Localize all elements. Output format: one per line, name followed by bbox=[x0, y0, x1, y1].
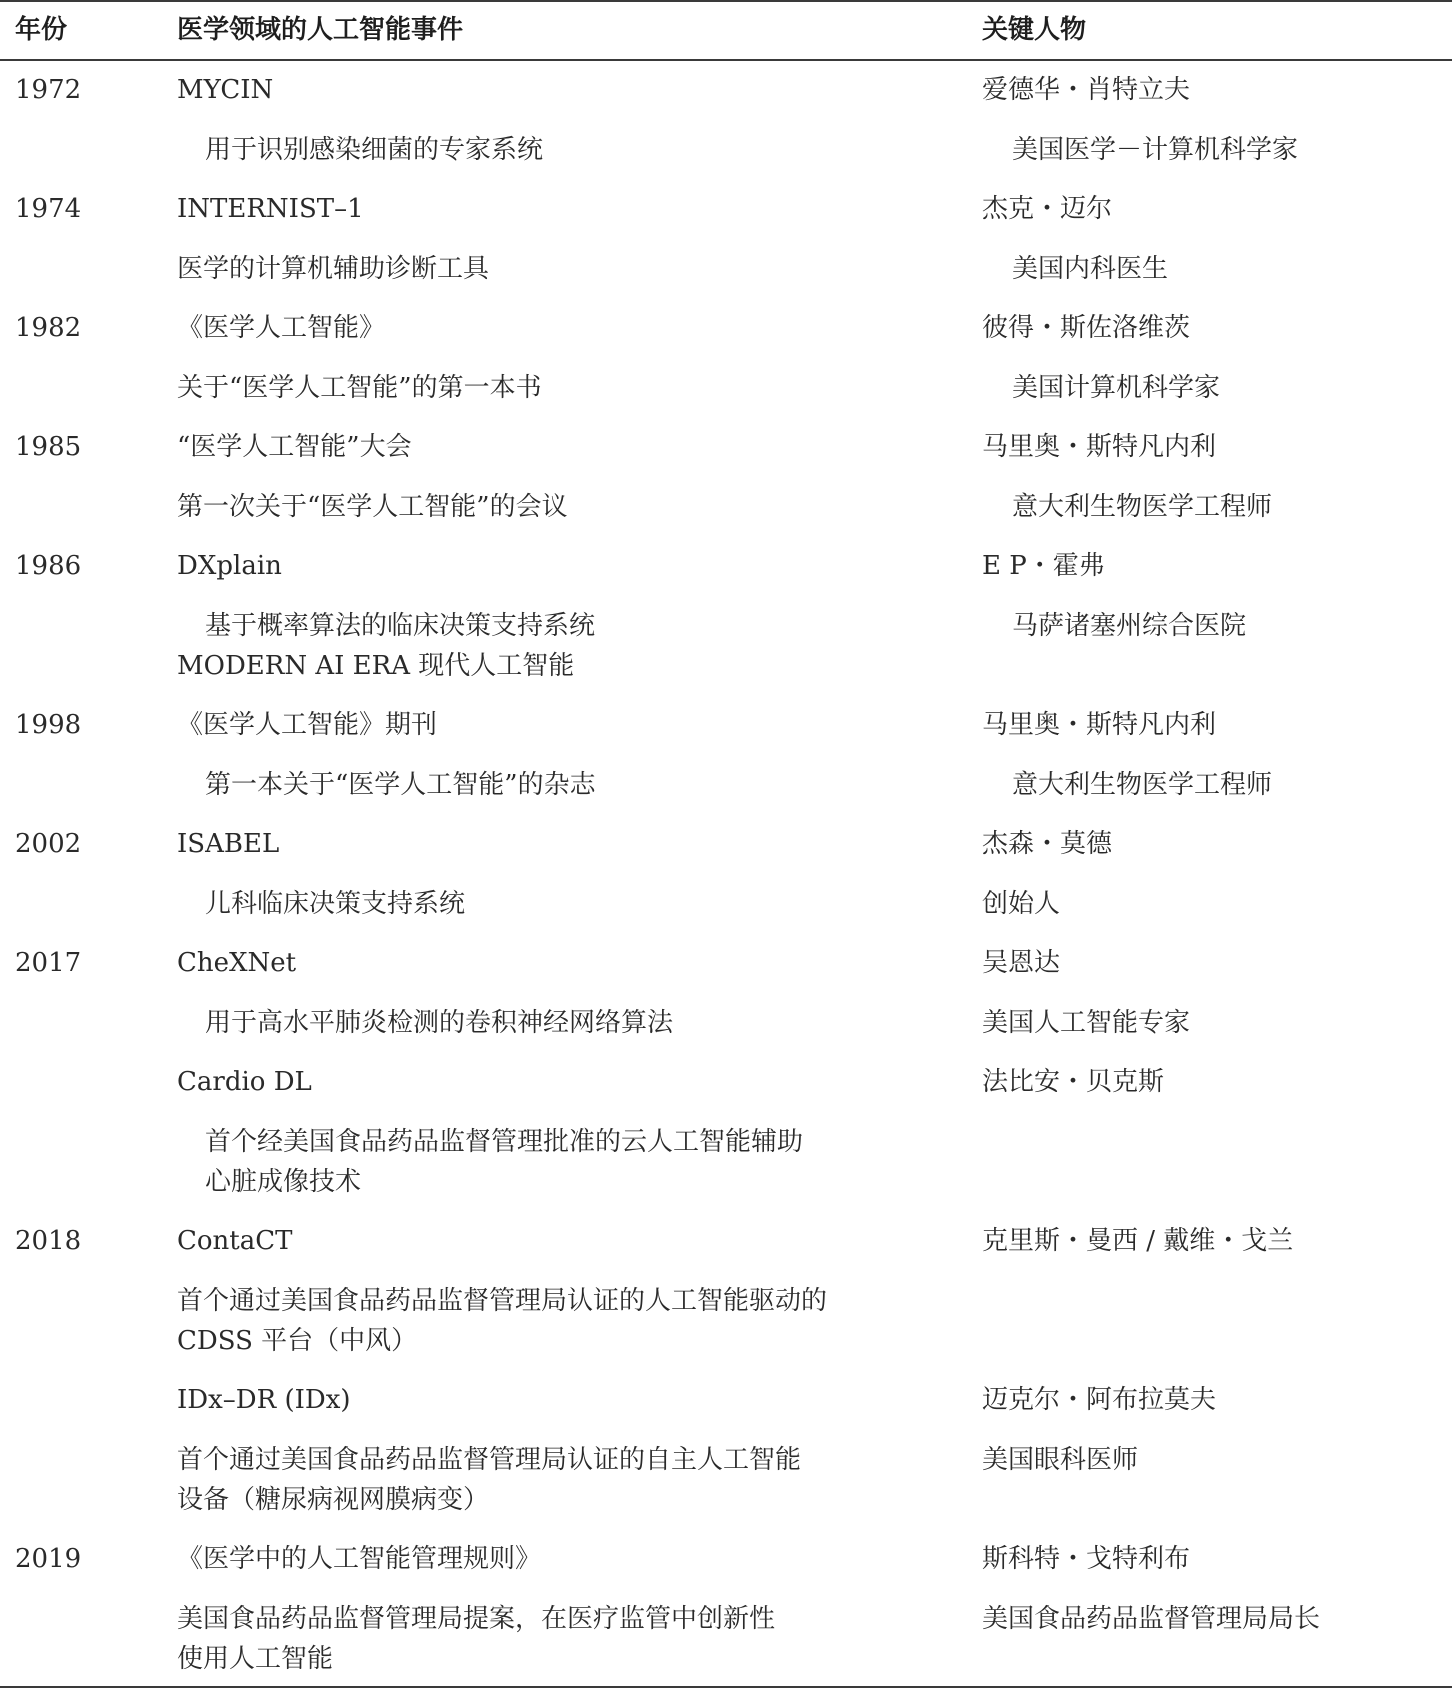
row-person: 斯科特・戈特利布 bbox=[982, 1544, 1191, 1574]
row-person-description: 美国医学－计算机科学家 bbox=[1012, 135, 1299, 165]
row-person: 爱德华・肖特立夫 bbox=[982, 75, 1191, 105]
table-bottom-rule bbox=[0, 1686, 1452, 1688]
row-event-description: 医学的计算机辅助诊断工具 bbox=[177, 254, 490, 284]
row-year: 1974 bbox=[15, 194, 82, 224]
row-person: 吴恩达 bbox=[982, 948, 1061, 978]
row-year: 1972 bbox=[15, 75, 82, 105]
row-event: 《医学人工智能》期刊 bbox=[177, 710, 438, 740]
row-event: ISABEL bbox=[177, 829, 280, 859]
row-event: Cardio DL bbox=[177, 1067, 312, 1097]
row-person-description: 美国食品药品监督管理局局长 bbox=[982, 1604, 1321, 1634]
row-event-description: 基于概率算法的临床决策支持系统 bbox=[205, 611, 596, 641]
row-person-description: 意大利生物医学工程师 bbox=[1012, 492, 1273, 522]
row-event-description: 设备（糖尿病视网膜病变） bbox=[177, 1485, 490, 1515]
row-person-description: 马萨诸塞州综合医院 bbox=[1012, 611, 1247, 641]
row-person: 法比安・贝克斯 bbox=[982, 1067, 1165, 1097]
row-year: 1982 bbox=[15, 313, 82, 343]
table-top-rule bbox=[0, 0, 1452, 2]
row-event-description: 美国食品药品监督管理局提案，在医疗监管中创新性 bbox=[177, 1604, 776, 1634]
row-event-description: 儿科临床决策支持系统 bbox=[205, 889, 466, 919]
row-year: 2017 bbox=[15, 948, 82, 978]
row-event-description: 第一次关于“医学人工智能”的会议 bbox=[177, 492, 568, 522]
row-event: ContaCT bbox=[177, 1226, 293, 1256]
row-event: “医学人工智能”大会 bbox=[177, 432, 412, 462]
row-event: 《医学人工智能》 bbox=[177, 313, 386, 343]
row-person: 克里斯・曼西 / 戴维・戈兰 bbox=[982, 1226, 1294, 1256]
row-event-description: 心脏成像技术 bbox=[205, 1167, 362, 1197]
row-year: 2018 bbox=[15, 1226, 82, 1256]
row-event: INTERNIST–1 bbox=[177, 194, 364, 224]
row-event: DXplain bbox=[177, 551, 282, 581]
row-event: MYCIN bbox=[177, 75, 274, 105]
row-person: 马里奥・斯特凡内利 bbox=[982, 710, 1217, 740]
row-person-description: 意大利生物医学工程师 bbox=[1012, 770, 1273, 800]
header-event: 医学领域的人工智能事件 bbox=[177, 15, 464, 45]
row-event: IDx–DR (IDx) bbox=[177, 1385, 351, 1415]
row-person-description: 美国计算机科学家 bbox=[1012, 373, 1221, 403]
header-year: 年份 bbox=[15, 15, 68, 45]
row-event-description: 关于“医学人工智能”的第一本书 bbox=[177, 373, 542, 403]
row-year: 1998 bbox=[15, 710, 82, 740]
row-event-description: 首个通过美国食品药品监督管理局认证的自主人工智能 bbox=[177, 1445, 802, 1475]
row-person-description: 美国人工智能专家 bbox=[982, 1008, 1191, 1038]
row-event-description: 首个通过美国食品药品监督管理局认证的人工智能驱动的 bbox=[177, 1286, 828, 1316]
row-year: 2002 bbox=[15, 829, 82, 859]
row-person: 彼得・斯佐洛维茨 bbox=[982, 313, 1191, 343]
row-year: 2019 bbox=[15, 1544, 82, 1574]
row-person: 杰森・莫德 bbox=[982, 829, 1113, 859]
row-person-description: 美国内科医生 bbox=[1012, 254, 1169, 284]
row-person: 杰克・迈尔 bbox=[982, 194, 1113, 224]
row-person: E P・霍弗 bbox=[982, 551, 1105, 581]
row-event-description: 用于识别感染细菌的专家系统 bbox=[205, 135, 544, 165]
era-label: MODERN AI ERA 现代人工智能 bbox=[177, 651, 575, 681]
row-event-description: 用于高水平肺炎检测的卷积神经网络算法 bbox=[205, 1008, 674, 1038]
row-person-description: 创始人 bbox=[982, 889, 1061, 919]
row-event-description: CDSS 平台（中风） bbox=[177, 1326, 418, 1356]
row-person: 马里奥・斯特凡内利 bbox=[982, 432, 1217, 462]
row-year: 1986 bbox=[15, 551, 82, 581]
row-year: 1985 bbox=[15, 432, 82, 462]
row-event-description: 使用人工智能 bbox=[177, 1644, 334, 1674]
header-key-person: 关键人物 bbox=[982, 15, 1087, 45]
row-person-description: 美国眼科医师 bbox=[982, 1445, 1139, 1475]
row-event: CheXNet bbox=[177, 948, 297, 978]
row-event-description: 第一本关于“医学人工智能”的杂志 bbox=[205, 770, 596, 800]
row-event-description: 首个经美国食品药品监督管理批准的云人工智能辅助 bbox=[205, 1127, 804, 1157]
header-rule bbox=[0, 59, 1452, 61]
row-event: 《医学中的人工智能管理规则》 bbox=[177, 1544, 542, 1574]
row-person: 迈克尔・阿布拉莫夫 bbox=[982, 1385, 1217, 1415]
